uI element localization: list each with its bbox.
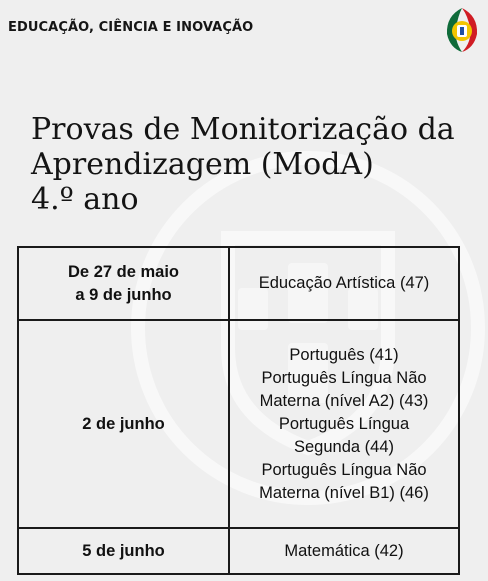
title-line-1: Provas de Monitorização da [31, 112, 455, 147]
subject-line: Educação Artística (47) [258, 274, 430, 292]
title-line-3: 4.º ano [31, 182, 139, 217]
date-cell [18, 320, 229, 528]
date-line: 2 de junho [82, 414, 165, 433]
subject-cell [229, 320, 459, 528]
date-line: 5 de junho [82, 541, 165, 560]
subject-line: Português Língua Não [261, 368, 427, 387]
date-cell [18, 528, 229, 574]
subject-line: Materna (nível A2) (43) [259, 391, 429, 410]
table-row [18, 528, 459, 574]
date-line: a 9 de junho [75, 285, 172, 304]
title-line-2: Aprendizagem (ModA) [31, 147, 374, 182]
date-line: De 27 de maio [68, 262, 179, 281]
page-title [31, 112, 471, 217]
subject-line: Português Língua [278, 414, 410, 433]
subject-line: Português (41) [289, 345, 399, 364]
subject-line: Matemática (42) [284, 541, 404, 560]
subject-line: Português Língua Não [261, 460, 427, 479]
subject-cell [229, 247, 459, 320]
table-row [18, 247, 459, 320]
table-row [18, 320, 459, 528]
date-cell [18, 247, 229, 320]
exam-schedule-table [17, 246, 460, 575]
subject-line: Materna (nível B1) (46) [259, 483, 429, 502]
subject-cell [229, 528, 459, 574]
organization-name: EDUCAÇÃO, CIÊNCIA E INOVAÇÃO [8, 20, 254, 35]
portugal-coat-of-arms-icon [444, 6, 480, 54]
subject-line: Segunda (44) [294, 437, 394, 456]
